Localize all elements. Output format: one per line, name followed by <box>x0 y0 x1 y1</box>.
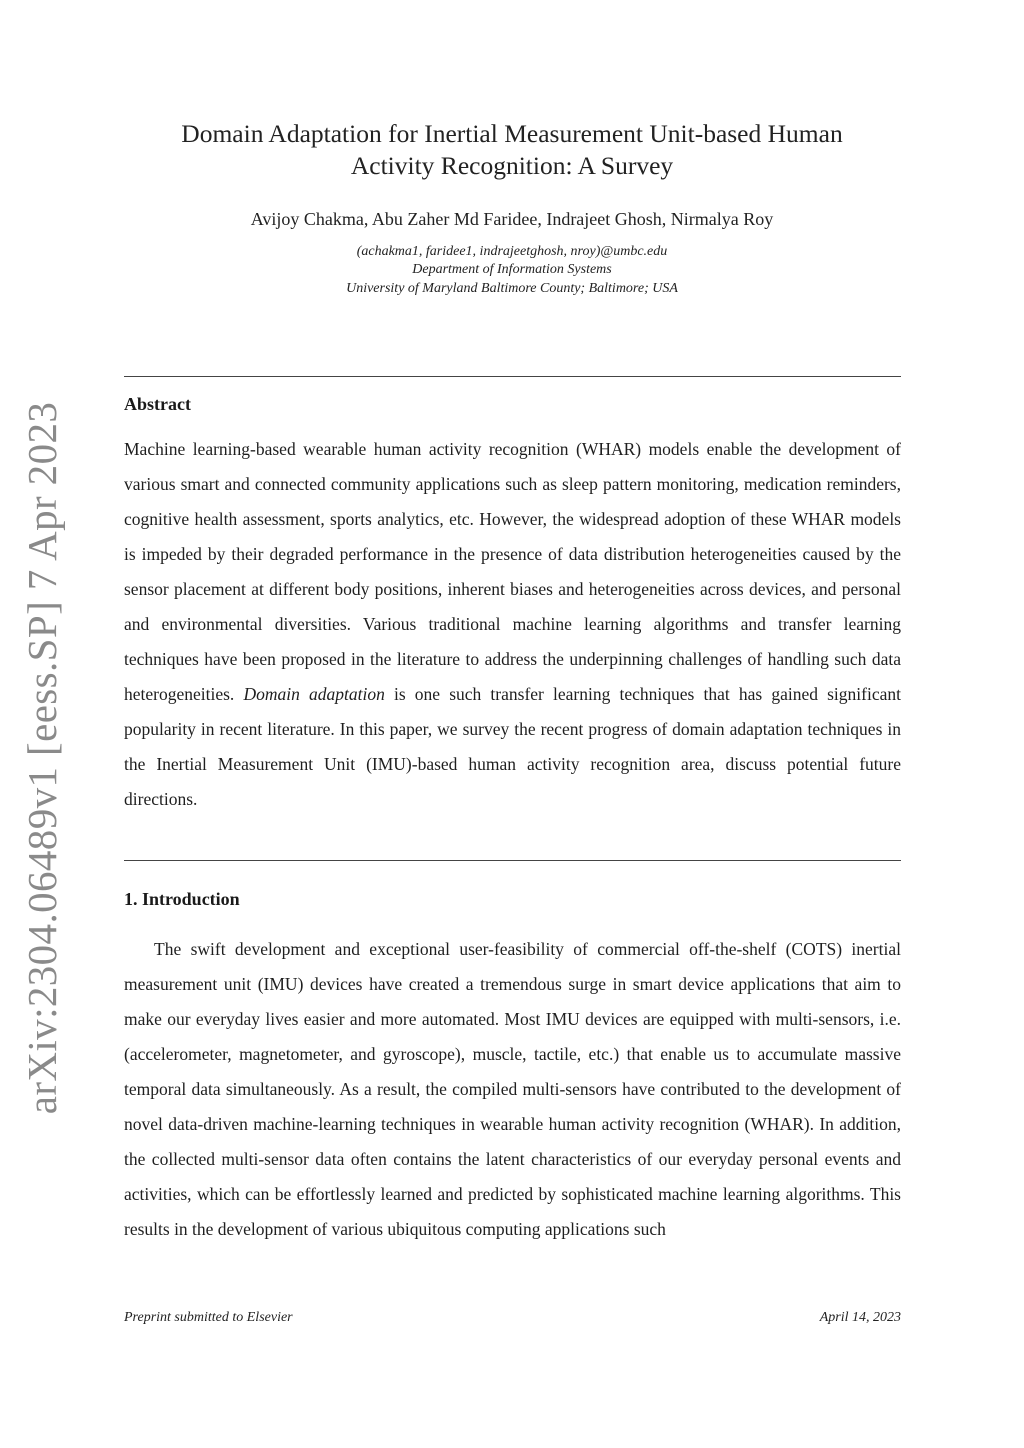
footer-date: April 14, 2023 <box>819 1310 901 1325</box>
university: University of Maryland Baltimore County; Baltimore; USA <box>346 281 678 296</box>
introduction-heading: 1. Introduction <box>124 889 240 909</box>
author-emails: (achakma1, faridee1, indrajeetghosh, nroy)@umbc.edu <box>356 244 668 259</box>
abstract-text <box>124 432 901 817</box>
paper-title <box>124 118 900 182</box>
footer-preprint-note: Preprint submitted to Elsevier <box>124 1310 293 1325</box>
abstract-top-rule <box>124 376 901 377</box>
arxiv-identifier-stamp: arXiv:2304.06489v1 [eess.SP] 7 Apr 2023 <box>19 401 65 1115</box>
abstract-text-part-1: Machine learning-based wearable human activity recognition (WHAR) models enable the development of various smart and connected community applications such as sleep pattern monitoring, medication reminders, cognitive health assessment, sports analytics, etc. However, the widespread adoption of these WHAR models is impeded by their degraded performance in the presence of data distribution heterogeneities caused by the sensor placement at different body positions, inherent biases and heterogeneities across devices, and personal and environmental diversities. Various traditional machine learning algorithms and transfer learning techniques have been proposed in the literature to address the underpinning challenges of handling such data heterogeneities. <box>124 439 901 704</box>
title-line-2: Activity Recognition: A Survey <box>350 151 674 180</box>
title-line-1: Domain Adaptation for Inertial Measurement Unit-based Human <box>181 119 843 148</box>
abstract-emphasis: Domain adaptation <box>243 684 385 704</box>
abstract-heading: Abstract <box>124 394 191 414</box>
author-list: Avijoy Chakma, Abu Zaher Md Faridee, Indrajeet Ghosh, Nirmalya Roy <box>250 209 774 229</box>
abstract-bottom-rule <box>124 860 901 861</box>
abstract-text-part-2: is one such transfer learning techniques that has gained significant popularity in recent literature. In this paper, we survey the recent progress of domain adaptation techniques in the Inertial Measurement Unit (IMU)-based human activity recognition area, discuss potential future directions. <box>124 684 901 809</box>
department: Department of Information Systems <box>412 262 612 277</box>
introduction-paragraph: The swift development and exceptional user-feasibility of commercial off-the-shelf (COTS) inertial measurement unit (IMU) devices have created a tremendous surge in smart device applications that aim to make our everyday lives easier and more automated. Most IMU devices are equipped with multi-sensors, i.e. (accelerometer, magnetometer, and gyroscope), muscle, tactile, etc.) that enable us to accumulate massive temporal data simultaneously. As a result, the compiled multi-sensors have contributed to the development of novel data-driven machine-learning techniques in wearable human activity recognition (WHAR). In addition, the collected multi-sensor data often contains the latent characteristics of our everyday personal events and activities, which can be effortlessly learned and predicted by sophisticated machine learning algorithms. This results in the development of various ubiquitous computing applications such <box>124 939 901 1239</box>
